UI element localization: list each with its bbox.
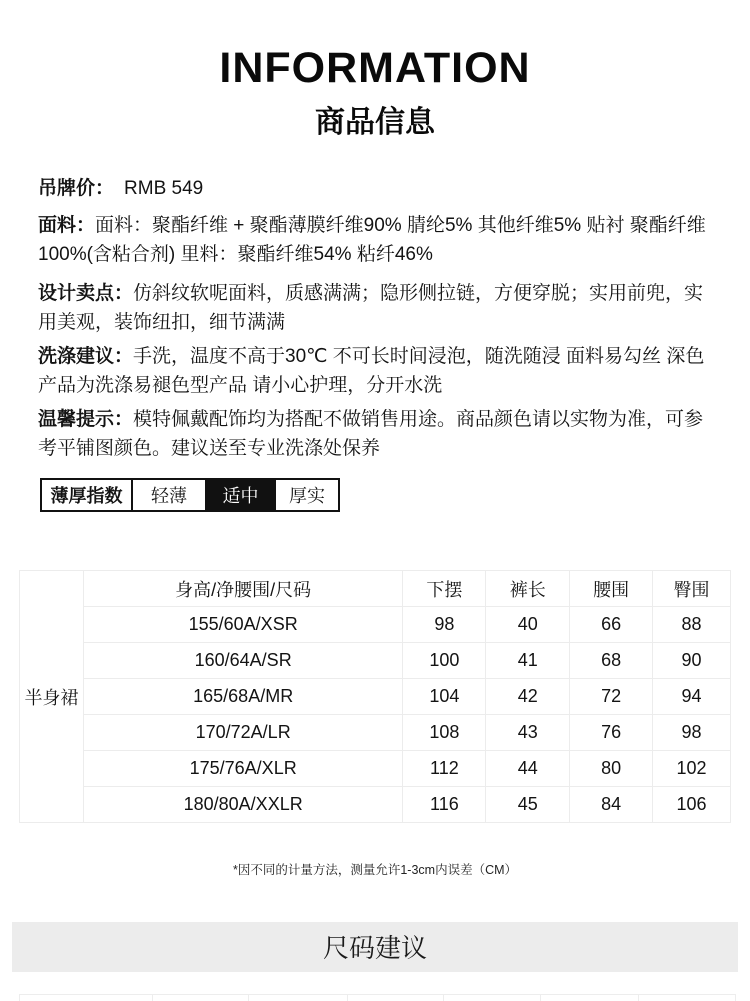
- thickness-option-thick[interactable]: 厚实: [289, 486, 325, 506]
- tips-section: [38, 405, 716, 463]
- col-header-length: 裤长: [486, 571, 570, 607]
- tips-label: 温馨提示：: [38, 409, 134, 430]
- wash-label: 洗涤建议：: [38, 346, 134, 367]
- tag-price-label: 吊牌价：: [38, 178, 115, 199]
- design-section: [38, 279, 716, 337]
- size-suggestion-banner: 尺码建议: [12, 922, 738, 972]
- next-table-top-edge: [19, 994, 736, 1000]
- table-row: 160/64A/SR 100 41 68 90: [20, 643, 731, 679]
- thickness-option-light[interactable]: 轻薄: [151, 486, 187, 506]
- table-row: 175/76A/XLR 112 44 80 102: [20, 751, 731, 787]
- design-text: 仿斜纹软呢面料，质感满满；隐形侧拉链，方便穿脱；实用前兜，实用美观，装饰纽扣，细节满满: [38, 283, 704, 333]
- wash-section: [38, 342, 716, 400]
- col-header-waist: 腰围: [570, 571, 653, 607]
- table-row: 170/72A/LR 108 43 76 98: [20, 715, 731, 751]
- thickness-index-bar: [40, 478, 340, 512]
- table-row: 155/60A/XSR 98 40 66 88: [20, 607, 731, 643]
- category-cell: 半身裙: [20, 571, 84, 823]
- thickness-option-medium-selected[interactable]: 适中: [205, 480, 276, 510]
- col-header-hip: 臀围: [653, 571, 731, 607]
- page-title-zh: 商品信息: [315, 106, 435, 139]
- measurement-disclaimer: *因不同的计量方法，测量允许1-3cm内误差（CM）: [232, 863, 518, 877]
- design-label: 设计卖点：: [38, 283, 134, 304]
- size-table-header-row: [20, 571, 731, 607]
- table-row: 180/80A/XXLR 116 45 84 106: [20, 787, 731, 823]
- tips-text: 模特佩戴配饰均为搭配不做销售用途。商品颜色请以实物为准，可参考平铺图颜色。建议送至专业洗涤处保养: [38, 409, 704, 459]
- size-chart-table: [19, 570, 731, 823]
- tag-price-value: RMB 549: [124, 178, 204, 199]
- table-row: 165/68A/MR 104 42 72 94: [20, 679, 731, 715]
- tag-price-line: [38, 176, 203, 202]
- fabric-section: [38, 211, 716, 269]
- wash-text: 手洗，温度不高于30℃ 不可长时间浸泡，随洗随浸 面料易勾丝 深色产品为洗涤易褪色型产品 请小心护理，分开水洗: [38, 346, 705, 396]
- col-header-size: 身高/净腰围/尺码: [83, 571, 403, 607]
- fabric-label: 面料：: [38, 215, 96, 236]
- col-header-hem: 下摆: [403, 571, 486, 607]
- page-title-en: INFORMATION: [219, 44, 531, 92]
- thickness-index-label: 薄厚指数: [42, 480, 133, 510]
- fabric-text: 面料：聚酯纤维 + 聚酯薄膜纤维90% 腈纶5% 其他纤维5% 贴衬 聚酯纤维100%(含粘合剂) 里料：聚酯纤维54% 粘纤46%: [38, 215, 706, 265]
